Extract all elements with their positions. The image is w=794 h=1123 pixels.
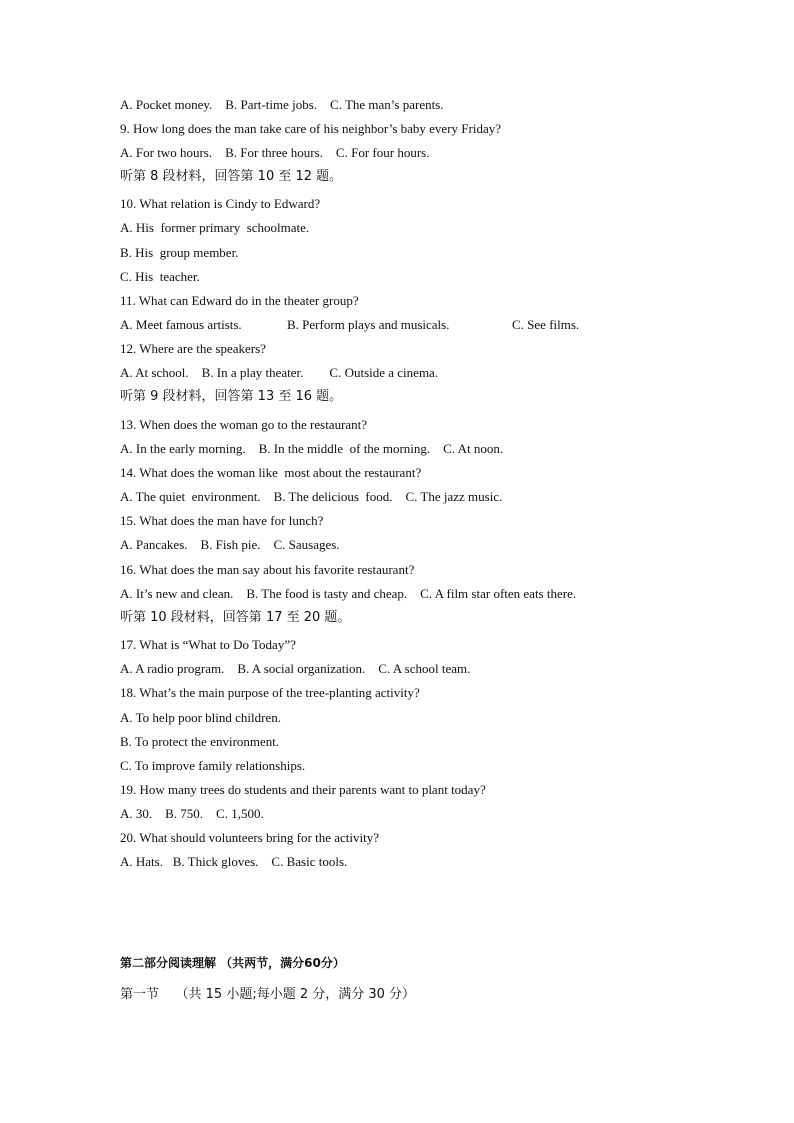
q13-options: A. In the early morning. B. In the middle of the morning. C. At noon. <box>120 441 504 456</box>
q9-options: A. For two hours. B. For three hours. C. For four hours. <box>120 145 430 160</box>
question-16: 16. What does the man say about his favorite restaurant? <box>120 562 415 577</box>
question-18: 18. What’s the main purpose of the tree-planting activity? <box>120 685 420 700</box>
q20-options: A. Hats. B. Thick gloves. C. Basic tools. <box>120 854 348 869</box>
q11-option-a: A. Meet famous artists. <box>120 317 242 332</box>
question-20: 20. What should volunteers bring for the activity? <box>120 830 379 845</box>
q17-options: A. A radio program. B. A social organization. C. A school team. <box>120 661 471 676</box>
question-13: 13. When does the woman go to the restaurant? <box>120 417 368 432</box>
q18-option-a: A. To help poor blind children. <box>120 710 281 725</box>
question-19: 19. How many trees do students and their parents want to plant today? <box>120 782 486 797</box>
q15-options: A. Pancakes. B. Fish pie. C. Sausages. <box>120 537 340 552</box>
q16-options: A. It’s new and clean. B. The food is tasty and cheap. C. A film star often eats there. <box>120 586 577 601</box>
q19-options: A. 30. B. 750. C. 1,500. <box>120 806 264 821</box>
q10-option-a: A. His former primary schoolmate. <box>120 220 310 235</box>
question-12: 12. Where are the speakers? <box>120 341 266 356</box>
question-11: 11. What can Edward do in the theater group? <box>120 293 359 308</box>
question-9: 9. How long does the man take care of his neighbor’s baby every Friday? <box>120 121 501 136</box>
q8-options: A. Pocket money. B. Part-time jobs. C. The man’s parents. <box>120 97 444 112</box>
instruction-passage-10: 听第 10 段材料，回答第 17 至 20 题。 <box>120 610 351 625</box>
question-10: 10. What relation is Cindy to Edward? <box>120 196 321 211</box>
q10-option-c: C. His teacher. <box>120 269 200 284</box>
question-14: 14. What does the woman like most about the restaurant? <box>120 465 422 480</box>
question-15: 15. What does the man have for lunch? <box>120 513 324 528</box>
q18-option-c: C. To improve family relationships. <box>120 758 306 773</box>
section-one-heading: 第一节 （共 15 小题;每小题 2 分，满分 30 分） <box>120 987 416 1002</box>
q10-option-b: B. His group member. <box>120 245 239 260</box>
instruction-passage-8: 听第 8 段材料，回答第 10 至 12 题。 <box>120 169 343 184</box>
q11-option-b: B. Perform plays and musicals. <box>287 317 450 332</box>
q14-options: A. The quiet environment. B. The delicious food. C. The jazz music. <box>120 489 503 504</box>
question-17: 17. What is “What to Do Today”? <box>120 637 296 652</box>
instruction-passage-9: 听第 9 段材料，回答第 13 至 16 题。 <box>120 389 343 404</box>
q11-option-c: C. See films. <box>512 317 580 332</box>
q18-option-b: B. To protect the environment. <box>120 734 280 749</box>
q12-options: A. At school. B. In a play theater. C. Outside a cinema. <box>120 365 439 380</box>
part-two-heading: 第二部分阅读理解 （共两节，满分60分） <box>120 956 345 970</box>
